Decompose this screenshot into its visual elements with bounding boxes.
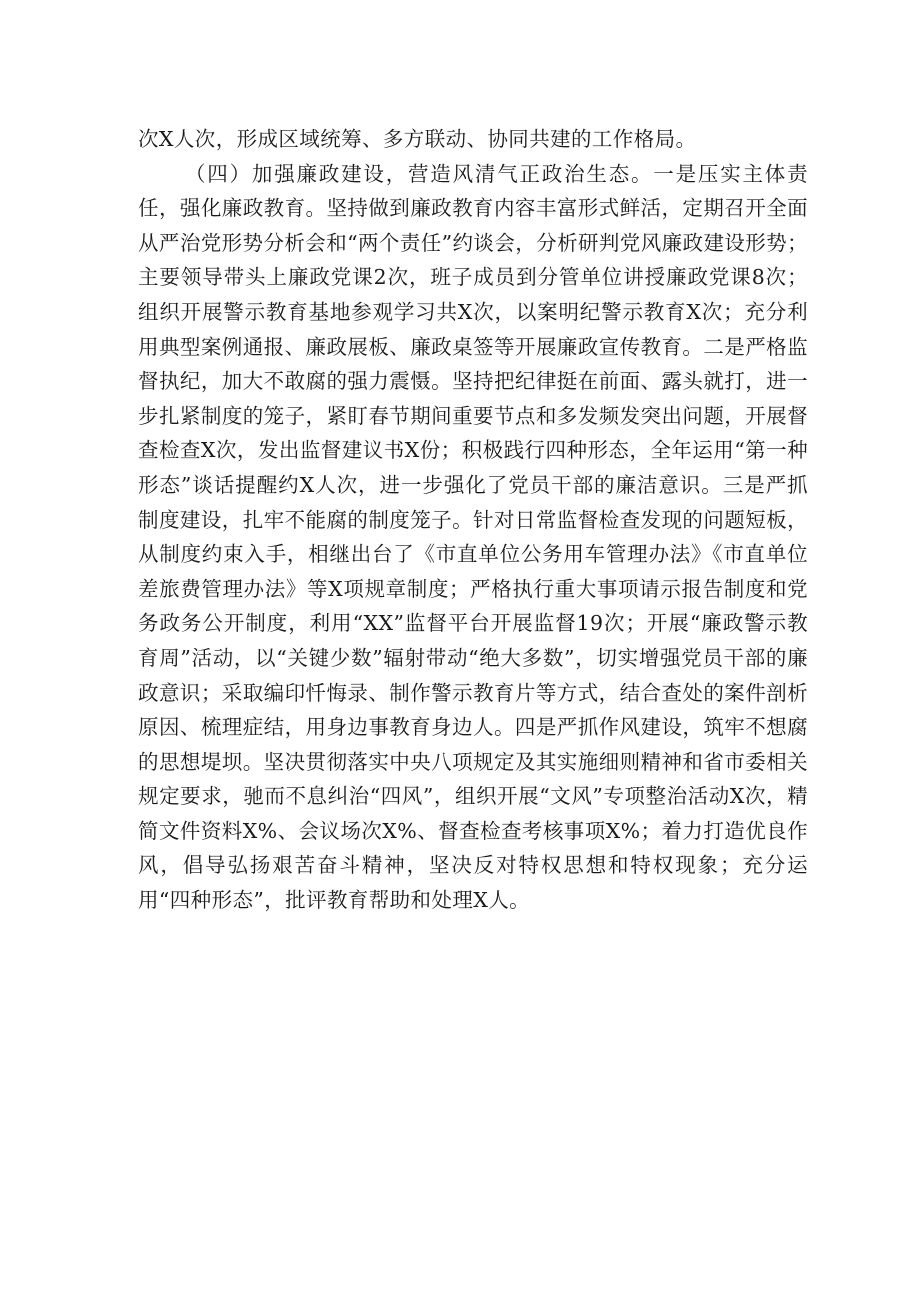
paragraph-section-four: （四）加强廉政建设，营造风清气正政治生态。一是压实主体责任，强化廉政教育。坚持做到廉政教育内容丰富形式鲜活，定期召开全面从严治党形势分析会和“两个责任”约谈会，分析研判党风廉政建设形势；主要领导带头上廉政党课2次，班子成员到分管单位讲授廉政党课8次；组织开展警示教育基地参观学习共X次，以案明纪警示教育X次；充分利用典型案例通报、廉政展板、廉政桌签等开展廉政宣传教育。二是严格监督执纪，加大不敢腐的强力震慑。坚持把纪律挺在前面、露头就打，进一步扎紧制度的笼子，紧盯春节期间重要节点和多发频发突出问题，开展督查检查X次，发出监督建议书X份；积极践行四种形态，全年运用“第一种形态”谈话提醒约X人次，进一步强化了党员干部的廉洁意识。三是严抓制度建设，扎牢不能腐的制度笼子。针对日常监督检查发现的问题短板，从制度约束入手，相继出台了《市直单位公务用车管理办法》《市直单位差旅费管理办法》等X项规章制度；严格执行重大事项请示报告制度和党务政务公开制度，利用“XX”监督平台开展监督19次；开展“廉政警示教育周”活动，以“关键少数”辐射带动“绝大多数”，切实增强党员干部的廉政意识；采取编印忏悔录、制作警示教育片等方式，结合查处的案件剖析原因、梳理症结，用身边事教育身边人。四是严抓作风建设，筑牢不想腐的思想堤坝。坚决贯彻落实中央八项规定及其实施细则精神和省市委相关规定要求，驰而不息纠治“四风”，组织开展“文风”专项整治活动X次，精简文件资料X%、会议场次X%、督查检查考核事项X%；着力打造优良作风，倡导弘扬艰苦奋斗精神，坚决反对特权思想和特权现象；充分运用“四种形态”，批评教育帮助和处理X人。 [138,161,808,913]
paragraph-continuation: 次X人次，形成区域统筹、多方联动、协同共建的工作格局。 [138,127,697,151]
document-body [138,122,808,918]
